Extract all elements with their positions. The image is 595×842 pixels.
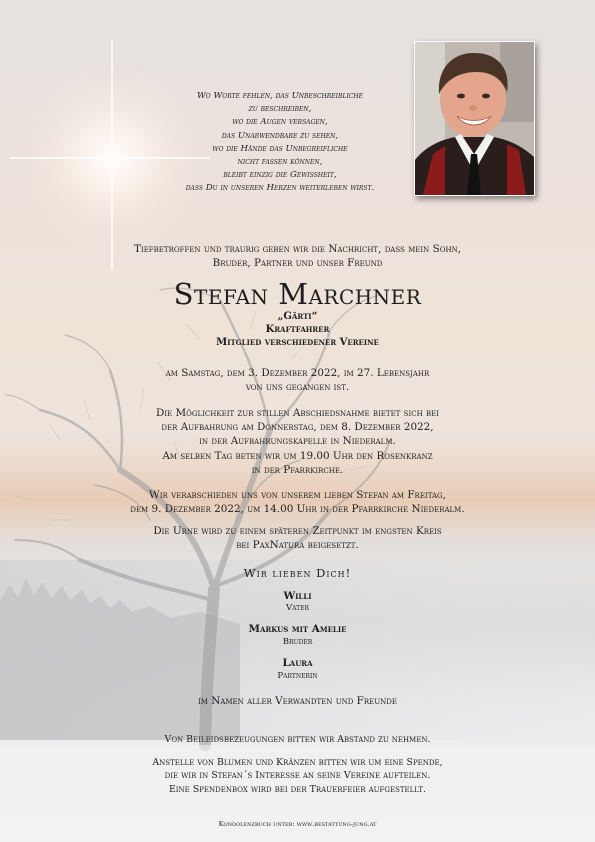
family-member-name: Markus mit Amelie — [248, 623, 347, 635]
poem-line: Wo Worte fehlen, das Unbeschreibliche — [196, 91, 364, 101]
family-member-role: Bruder — [282, 637, 313, 647]
deceased-nickname: „Gärti“ — [277, 311, 318, 322]
urn-info: Die Urne wird zu einem späteren Zeitpunkt im engsten Kreis bei PaxNatura beigesetzt. — [153, 525, 442, 552]
poem-line: wo die Hände das Unbegreifliche — [212, 143, 348, 154]
viewing-info: Die Möglichkeit zur stillen Abschiedsnahme bietet sich bei der Aufbahrung am Donnerstag, dem 8. Dezember 2022, in der Aufbahrungskapelle in Niederalm. Am selben Tag beten wir um 19.00 Uhr den Rosenkranz in der Pfarrkirche. — [156, 407, 439, 476]
condolence-book-link[interactable]: Kondolenzbuch unter: www.bestattung-jung.at — [218, 820, 377, 828]
funeral-info: Wir verabschieden uns von unserem lieben Stefan am Freitag, dem 9. Dezember 2022, um 14.00 Uhr in der Pfarrkirche Niederalm. — [130, 489, 465, 516]
poem-line: bleibt einzig die Gewissheit, — [223, 170, 337, 181]
deceased-name: Stefan Marchner — [173, 277, 422, 311]
deceased-occupation: Kraftfahrer — [265, 324, 330, 335]
poem-line: dass Du in unseren Herzen weiterleben wirst. — [185, 183, 375, 194]
portrait-photo — [414, 41, 535, 196]
poem-line: wo die Augen versagen, — [232, 117, 328, 128]
poem-line: zu beschreiben, — [248, 104, 312, 115]
poem-line: nicht fassen können, — [237, 157, 323, 168]
deceased-membership: Mitglied verschiedener Vereine — [216, 337, 379, 348]
family-member-role: Partnerin — [277, 671, 318, 681]
intro-text: Tiefbetroffen und traurig geben wir die Nachricht, dass mein Sohn, Bruder, Partner und unser Freund — [134, 243, 461, 270]
family-member-role: Vater — [285, 603, 310, 613]
donation-note: Anstelle von Blumen und Kränzen bitten wir um eine Spende, die wir in Stefan´s Interesse an seine Vereine aufteilen. Eine Spendenbox wird bei der Trauerfeier aufgestellt. — [152, 757, 443, 795]
death-notice: am Samstag, dem 3. Dezember 2022, im 27. Lebensjahr von uns gegangen ist. — [165, 367, 430, 394]
family-member-name: Willi — [283, 590, 312, 602]
condolence-note: Von Beileidsbezeugungen bitten wir Abstand zu nehmen. — [164, 734, 431, 745]
poem — [150, 90, 410, 196]
family-closing: im Namen aller Verwandten und Freunde — [198, 695, 397, 707]
family-heading: Wir lieben Dich! — [243, 566, 352, 580]
family-member-name: Laura — [282, 657, 313, 669]
poem-line: das Unabwendbare zu sehen, — [221, 130, 339, 141]
